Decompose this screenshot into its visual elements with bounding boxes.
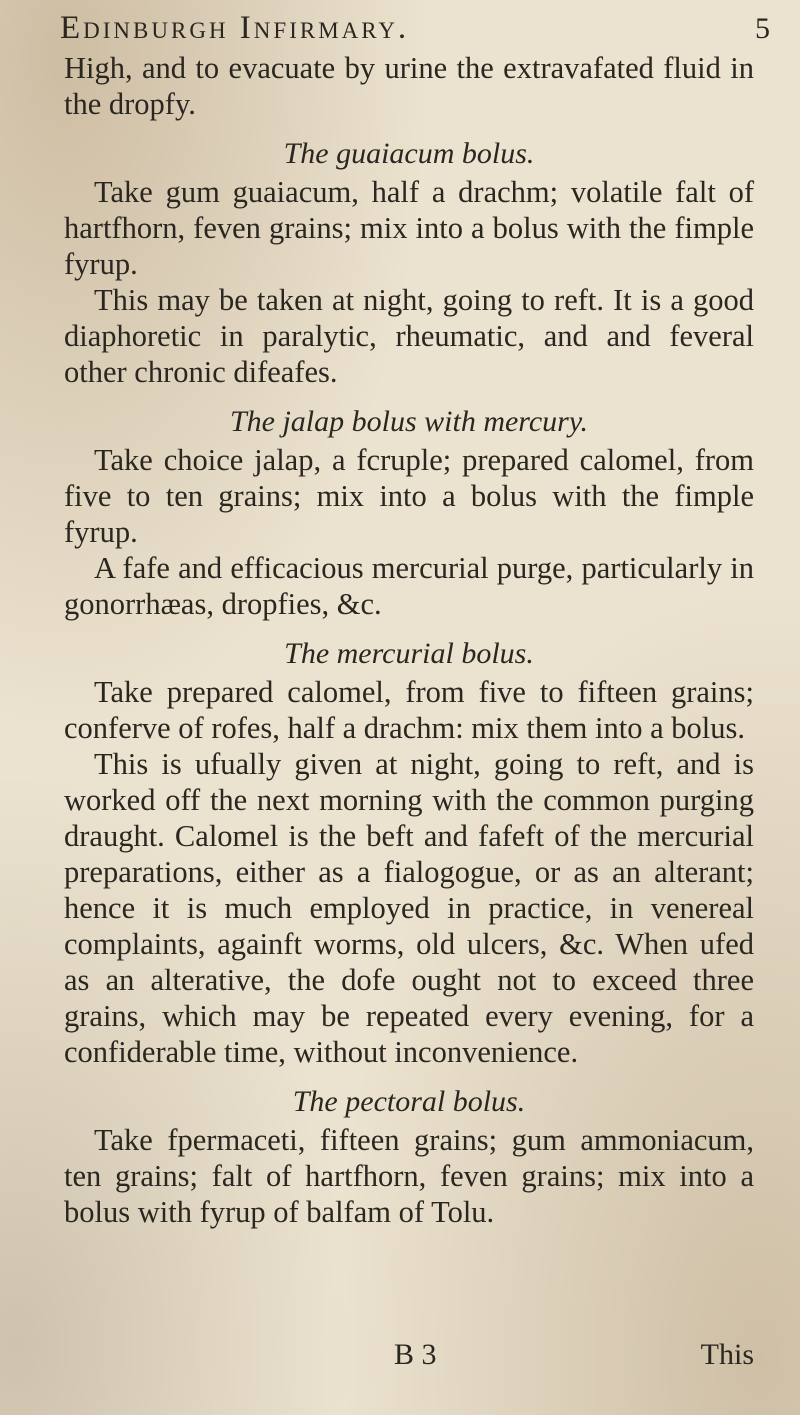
section-heading: The guaiacum bolus. [283,137,535,170]
paragraph: A fafe and efficacious mercurial purge, particularly in gonorrhæas, dropfies, &c. [64,551,754,621]
paragraph: Take gum guaiacum, half a drachm; volatile falt of hartfhorn, feven grains; mix into a bolus with the fimple fyrup. [64,175,754,281]
paragraph: This may be taken at night, going to reft. It is a good diaphoretic in paralytic, rheumatic, and and feveral other chronic difeafes. [64,283,754,389]
section-heading: The mercurial bolus. [284,637,534,670]
running-title: Edinburgh Infirmary. [60,10,410,46]
catchword: This [700,1338,754,1371]
signature-mark: B 3 [394,1338,437,1371]
paragraph: Take prepared calomel, from five to fifteen grains; conferve of rofes, half a drachm: mix them into a bolus. [64,675,754,745]
paragraph: This is ufually given at night, going to reft, and is worked off the next morning with the common purging draught. Calomel is the beft and fafeft of the mercurial preparations, either as a fialogogue, or as an alterant; hence it is much employed in practice, in venereal complaints, againft worms, old ulcers, &c. When ufed as an alterative, the dofe ought not to exceed three grains, which may be repeated every evening, for a confiderable time, without inconvenience. [64,747,754,1069]
paragraph: Take fpermaceti, fifteen grains; gum ammoniacum, ten grains; falt of hartfhorn, feven grains; mix into a bolus with fyrup of balfam of Tolu. [64,1123,754,1229]
page-footer [64,1338,754,1372]
paragraph: Take choice jalap, a fcruple; prepared calomel, from five to ten grains; mix into a bolus with the fimple fyrup. [64,443,754,549]
section-heading: The pectoral bolus. [292,1085,526,1118]
opening-lines: High, and to evacuate by urine the extravafated fluid in the dropfy. [64,51,754,121]
running-header [60,10,770,47]
page-text [64,50,754,1230]
page-number: 5 [755,12,770,45]
section-heading: The jalap bolus with mercury. [229,405,589,438]
